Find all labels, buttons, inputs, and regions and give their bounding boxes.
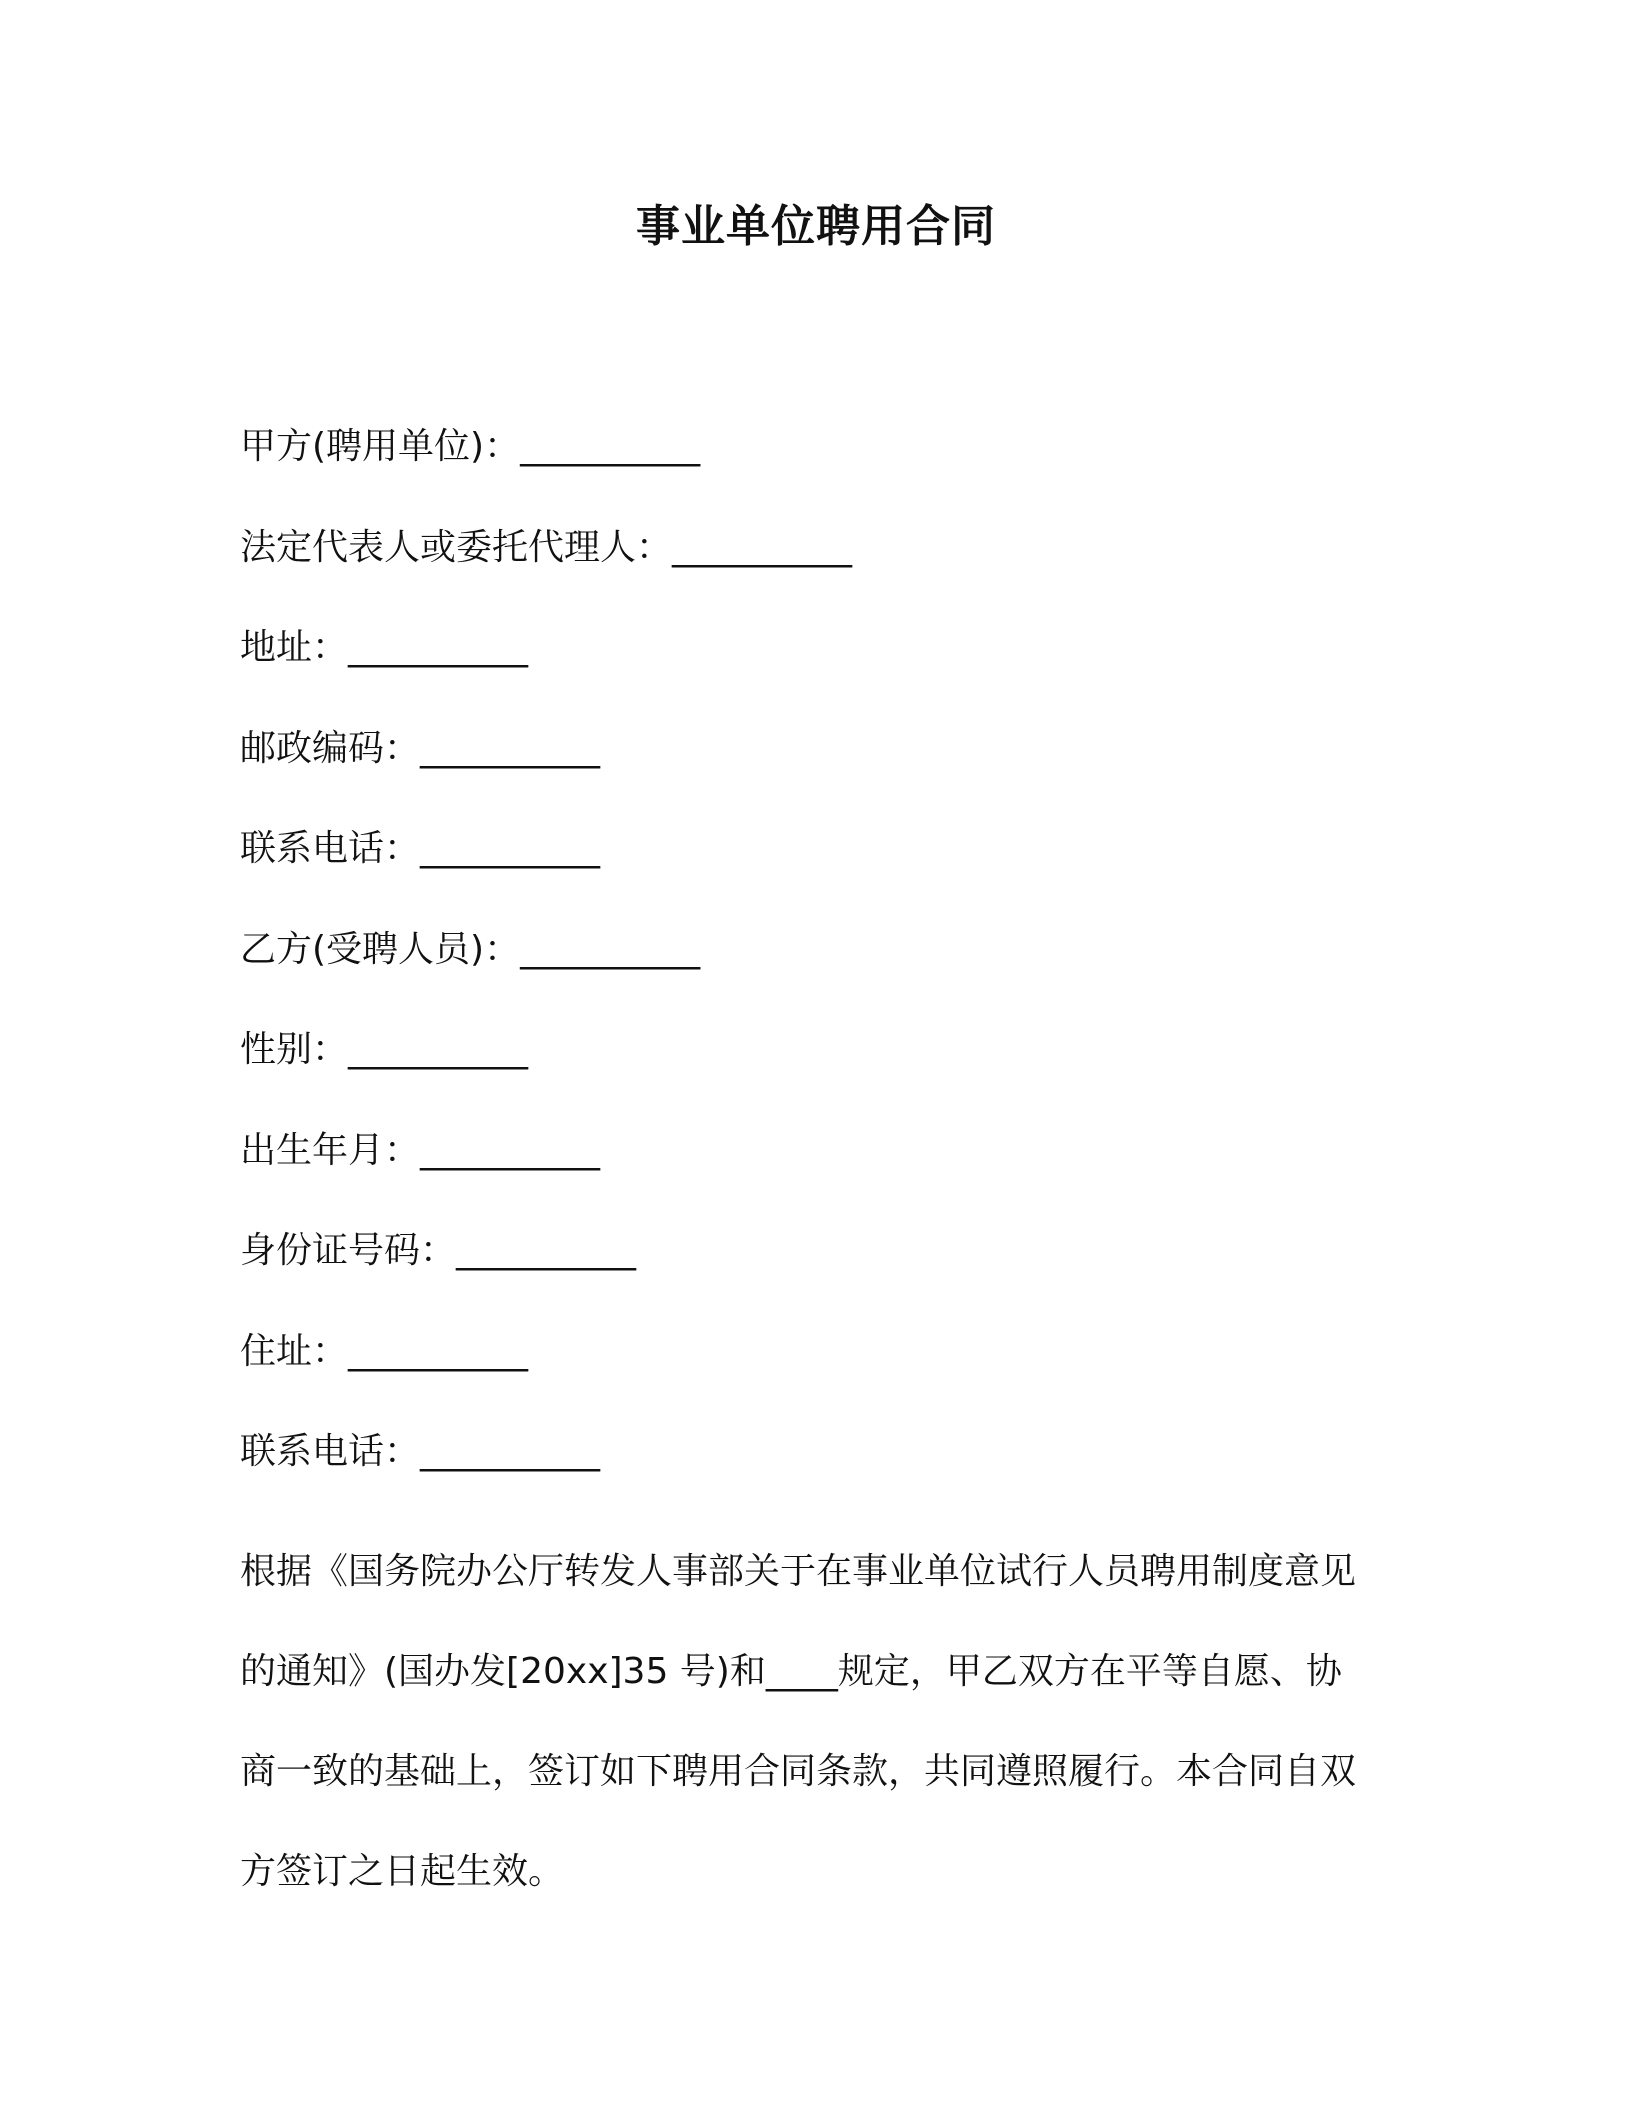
- field-blank: __________: [672, 526, 853, 568]
- field-party-b-phone: [240, 1425, 1420, 1526]
- party-info-fields: [240, 420, 1420, 1526]
- document-title: 事业单位聘用合同: [636, 201, 996, 252]
- field-label: 性别：: [240, 1029, 349, 1070]
- field-label: 邮政编码：: [240, 727, 421, 769]
- field-blank: __________: [348, 1029, 529, 1070]
- field-blank: __________: [456, 1230, 637, 1271]
- field-blank: __________: [348, 627, 529, 668]
- field-blank: __________: [348, 1330, 529, 1372]
- field-blank: __________: [420, 828, 601, 869]
- field-postal-code: [240, 722, 1420, 823]
- field-label: 身份证号码：: [240, 1230, 457, 1271]
- field-party-a-phone: [240, 822, 1420, 923]
- field-label: 联系电话：: [240, 1431, 421, 1472]
- field-legal-representative: [240, 521, 1420, 622]
- field-blank: __________: [520, 928, 701, 970]
- field-blank: __________: [520, 426, 701, 467]
- field-label: 甲方(聘用单位)：: [240, 426, 521, 467]
- field-label: 乙方(受聘人员)：: [240, 928, 521, 970]
- field-blank: __________: [420, 727, 601, 769]
- field-blank: __________: [420, 1431, 601, 1472]
- field-label: 住址：: [240, 1330, 349, 1372]
- field-party-b: [240, 923, 1420, 1024]
- field-label: 法定代表人或委托代理人：: [240, 526, 673, 568]
- field-id-number: [240, 1224, 1420, 1325]
- field-label: 出生年月：: [240, 1129, 421, 1171]
- field-birth-date: [240, 1124, 1420, 1225]
- field-address: [240, 621, 1420, 722]
- field-party-a: [240, 420, 1420, 521]
- contract-intro-paragraph: 根据《国务院办公厅转发人事部关于在事业单位试行人员聘用制度意见的通知》(国办发[20xx]35 号)和____规定，甲乙双方在平等自愿、协商一致的基础上，签订如下聘用合同条款，共同遵照履行。本合同自双方签订之日起生效。: [240, 1551, 1357, 1892]
- field-residence: [240, 1325, 1420, 1426]
- field-label: 联系电话：: [240, 828, 421, 869]
- field-gender: [240, 1023, 1420, 1124]
- field-blank: __________: [420, 1129, 601, 1171]
- field-label: 地址：: [240, 627, 349, 668]
